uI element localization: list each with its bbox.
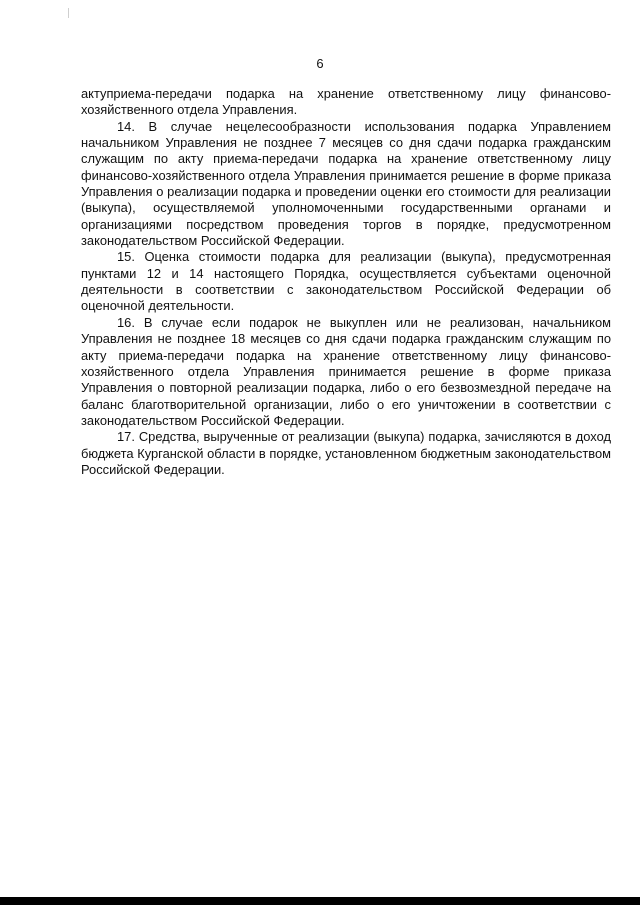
paragraph-continuation: актуприема-передачи подарка на хранение ответственному лицу финансово-хозяйственного отдела Управления.: [81, 86, 611, 118]
paragraph-item-15: 15. Оценка стоимости подарка для реализации (выкупа), предусмотренная пунктами 12 и 14 настоящего Порядка, осуществляется субъектами оценочной деятельности в соответствии с законодательством Российской Федерации об оценочной деятельности.: [81, 249, 611, 314]
paragraph-item-14: 14. В случае нецелесообразности использования подарка Управлением начальником Управления не позднее 7 месяцев со дня сдачи подарка гражданским служащим по акту приема-передачи подарка на хранение ответственному лицу финансово-хозяйственного отдела Управления принимается решение в форме приказа Управления о реализации подарка и проведении оценки его стоимости для реализации (выкупа), осуществляемой уполномоченными государственными органами и организациями посредством проведения торгов в порядке, предусмотренном законодательством Российской Федерации.: [81, 118, 611, 249]
document-body: [81, 86, 611, 478]
paragraph-item-17: 17. Средства, вырученные от реализации (выкупа) подарка, зачисляются в доход бюджета Курганской области в порядке, установленном бюджетным законодательством Российской Федерации.: [81, 429, 611, 477]
paragraph-item-16: 16. В случае если подарок не выкуплен или не реализован, начальником Управления не позднее 18 месяцев со дня сдачи подарка гражданским служащим по акту приема-передачи подарка на хранение ответственному лицу финансово-хозяйственного отдела Управления принимается решение в форме приказа Управления о повторной реализации подарка, либо о его безвозмездной передаче на баланс благотворительной организации, либо о его уничтожении в соответствии с законодательством Российской Федерации.: [81, 314, 611, 428]
scan-artifact: [68, 8, 69, 18]
page-number: 6: [316, 56, 324, 71]
scan-bottom-edge: [0, 897, 640, 905]
